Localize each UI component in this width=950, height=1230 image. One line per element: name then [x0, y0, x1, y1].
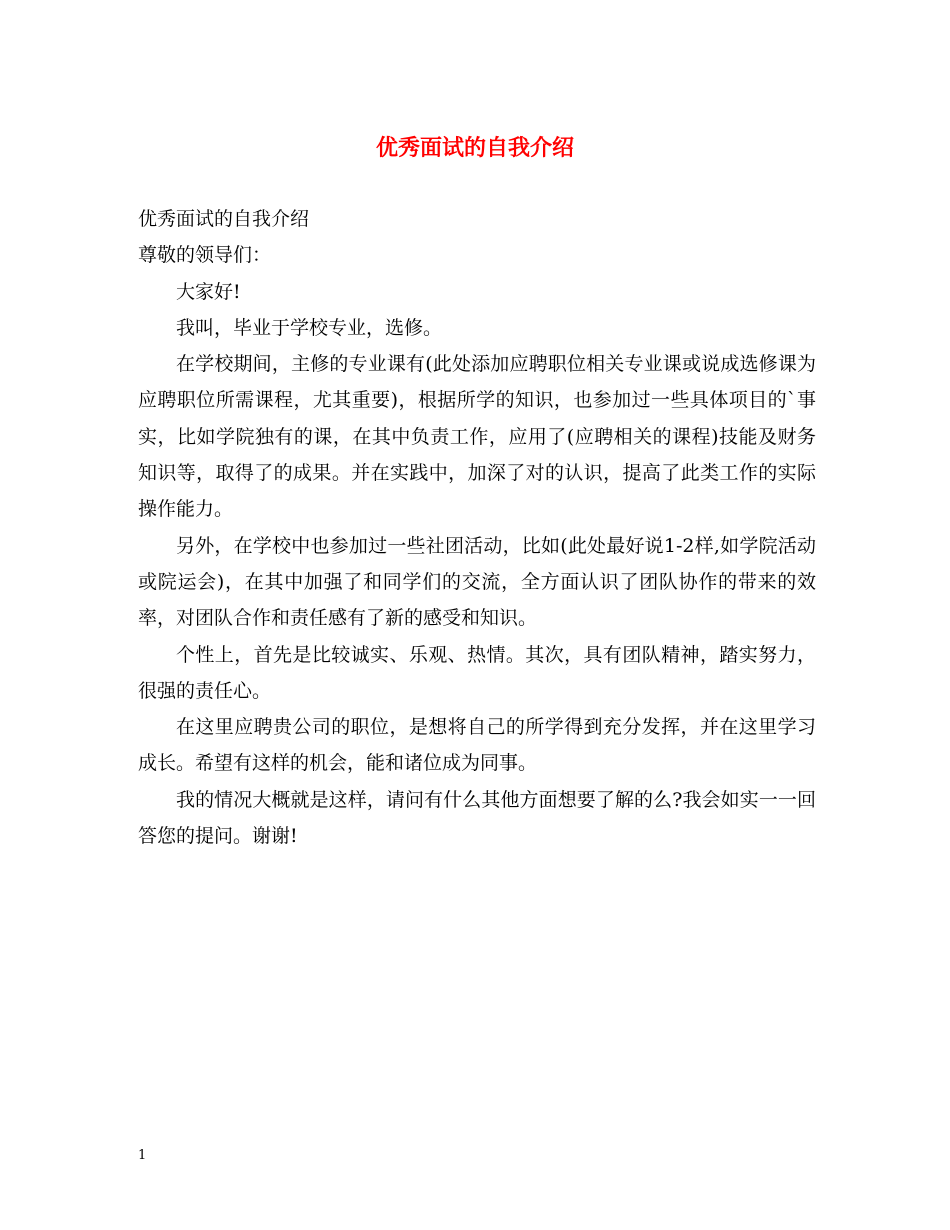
paragraph-personality: 个性上，首先是比较诚实、乐观、热情。其次，具有团队精神，踏实努力，很强的责任心。: [138, 643, 816, 702]
document-title: 优秀面试的自我介绍: [375, 135, 574, 161]
paragraph-motivation: 在这里应聘贵公司的职位，是想将自己的所学得到充分发挥，并在这里学习成长。希望有这样的机会，能和诸位成为同事。: [138, 716, 816, 775]
page-number: 1: [138, 1148, 147, 1163]
document-subtitle: 优秀面试的自我介绍: [138, 208, 310, 230]
paragraph-activities: 另外，在学校中也参加过一些社团活动，比如(此处最好说1-2样,如学院活动或院运会)，在其中加强了和同学们的交流，全方面认识了团队协作的带来的效率，对团队合作和责任感有了新的感受和知识。: [138, 534, 816, 630]
paragraph-greeting: 大家好!: [176, 280, 241, 303]
paragraph-closing: 我的情况大概就是这样，请问有什么其他方面想要了解的么?我会如实一一回答您的提问。谢谢!: [138, 788, 816, 848]
salutation: 尊敬的领导们：: [138, 244, 272, 267]
document-body: [138, 201, 816, 854]
paragraph-studies: 在学校期间，主修的专业课有(此处添加应聘职位相关专业课或说成选修课为应聘职位所需课程，尤其重要)，根据所学的知识，也参加过一些具体项目的`事实，比如学院独有的课，在其中负责工作，应用了(应聘相关的课程)技能及财务知识等，取得了的成果。并在实践中，加深了对的认识，提高了此类工作的实际操作能力。: [138, 353, 816, 521]
paragraph-introduction: 我叫，毕业于学校专业，选修。: [176, 316, 443, 339]
